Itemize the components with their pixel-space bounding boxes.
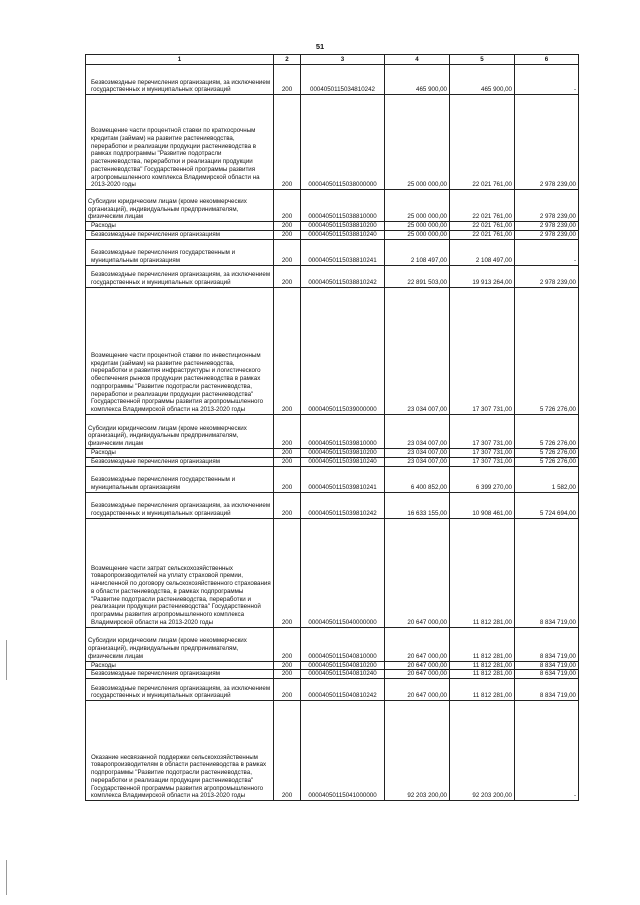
row-name: Расходы [86, 222, 274, 231]
table-row [86, 265, 579, 287]
row-code: 200 [274, 287, 301, 414]
row-executed-amount: 22 021 761,00 [450, 230, 515, 239]
row-unexecuted-amount: - [515, 65, 579, 95]
row-unexecuted-amount: 2 978 239,00 [515, 265, 579, 287]
row-code: 200 [274, 627, 301, 661]
row-name: Возмещение части процентной ставки по краткосрочным кредитам (займам) на развитие растениеводства, переработки и реализации продукции растениеводства в рамках подпрограммы "Развитие подотрасли растениеводства, переработки и реализации продукции растениеводства" Государственной программы развития агропромышленного комплекса Владимирской области на 2013-2020 годы [86, 95, 274, 190]
row-budget-amount: 2 108 497,00 [385, 239, 450, 265]
row-executed-amount: 10 908 461,00 [450, 492, 515, 518]
row-unexecuted-amount: 8 834 719,00 [515, 661, 579, 670]
row-name: Субсидии юридическим лицам (кроме некоммерческих организаций), индивидуальным предпринимателям, физическим лицам [86, 190, 274, 222]
row-target-code: 0004050115034810242 [301, 65, 385, 95]
row-code: 200 [274, 670, 301, 679]
row-target-code: 00004050115040810240 [301, 670, 385, 679]
row-budget-amount: 23 034 007,00 [385, 287, 450, 414]
row-unexecuted-amount: 2 978 239,00 [515, 230, 579, 239]
table-row [86, 466, 579, 492]
row-executed-amount: 2 108 497,00 [450, 239, 515, 265]
row-budget-amount: 92 203 200,00 [385, 701, 450, 801]
row-target-code: 00004050115040810000 [301, 627, 385, 661]
row-name: Безвозмездные перечисления организациям [86, 457, 274, 466]
row-name: Безвозмездные перечисления организациям [86, 670, 274, 679]
row-name: Возмещение части затрат сельскохозяйственных товаропроизводителей на уплату страховой премии, начисленной по договору сельскохозяйственного страхования в области растениеводства, в рамках подпрограммы "Развитие подотрасли растениеводства, переработки и реализации продукции растениеводства" Государственной программы развития агропромышленного комплекса Владимирской области на 2013-2020 годы [86, 518, 274, 627]
table-row [86, 661, 579, 670]
row-executed-amount: 19 913 264,00 [450, 265, 515, 287]
scan-mark [6, 860, 7, 895]
row-name: Возмещение части процентной ставки по инвестиционным кредитам (займам) на развитие растениеводства, переработки и развития инфраструктуры и логистического обеспечения рынков продукции растениеводства в рамках подпрограммы "Развитие подотрасли растениеводства, переработки и реализации продукции растениеводства" Государственной программы развития агропромышленного комплекса Владимирской области на 2013-2020 годы [86, 287, 274, 414]
table-row [86, 65, 579, 95]
column-header: 2 [274, 55, 301, 65]
row-code: 200 [274, 518, 301, 627]
row-code: 200 [274, 190, 301, 222]
row-code: 200 [274, 701, 301, 801]
row-budget-amount: 25 000 000,00 [385, 222, 450, 231]
row-target-code: 00004050115040810242 [301, 679, 385, 701]
row-name: Субсидии юридическим лицам (кроме некоммерческих организаций), индивидуальным предпринимателям, физическим лицам [86, 627, 274, 661]
row-unexecuted-amount: 5 724 694,00 [515, 492, 579, 518]
row-unexecuted-amount: 5 726 276,00 [515, 448, 579, 457]
table-row [86, 222, 579, 231]
table-row [86, 627, 579, 661]
row-target-code: 00004050115041000000 [301, 701, 385, 801]
row-target-code: 00004050115038000000 [301, 95, 385, 190]
row-executed-amount: 6 399 270,00 [450, 466, 515, 492]
row-executed-amount: 92 203 200,00 [450, 701, 515, 801]
row-code: 200 [274, 414, 301, 448]
column-header: 6 [515, 55, 579, 65]
table-row [86, 679, 579, 701]
row-executed-amount: 465 900,00 [450, 65, 515, 95]
column-header: 1 [86, 55, 274, 65]
row-target-code: 00004050115038810000 [301, 190, 385, 222]
row-unexecuted-amount: 8 834 719,00 [515, 627, 579, 661]
row-code: 200 [274, 679, 301, 701]
row-name: Безвозмездные перечисления организациям [86, 230, 274, 239]
row-budget-amount: 25 000 000,00 [385, 190, 450, 222]
row-budget-amount: 20 647 000,00 [385, 670, 450, 679]
column-number-row [86, 55, 579, 65]
row-executed-amount: 17 307 731,00 [450, 287, 515, 414]
row-name: Безвозмездные перечисления организациям, за исключением государственных и муниципальных организаций [86, 492, 274, 518]
row-target-code: 00004050115039810242 [301, 492, 385, 518]
row-code: 200 [274, 448, 301, 457]
table-row [86, 414, 579, 448]
row-budget-amount: 23 034 007,00 [385, 448, 450, 457]
column-header: 4 [385, 55, 450, 65]
row-unexecuted-amount: 2 978 239,00 [515, 222, 579, 231]
table-row [86, 518, 579, 627]
row-executed-amount: 11 812 281,00 [450, 627, 515, 661]
column-header: 5 [450, 55, 515, 65]
row-budget-amount: 23 034 007,00 [385, 457, 450, 466]
row-executed-amount: 22 021 761,00 [450, 190, 515, 222]
table-row [86, 190, 579, 222]
row-executed-amount: 17 307 731,00 [450, 448, 515, 457]
row-code: 200 [274, 492, 301, 518]
row-target-code: 00004050115039810240 [301, 457, 385, 466]
table-row [86, 670, 579, 679]
row-code: 200 [274, 222, 301, 231]
row-executed-amount: 11 812 281,00 [450, 679, 515, 701]
row-target-code: 00004050115039810200 [301, 448, 385, 457]
row-unexecuted-amount: 2 978 239,00 [515, 95, 579, 190]
row-executed-amount: 11 812 281,00 [450, 518, 515, 627]
row-name: Расходы [86, 661, 274, 670]
table-body [86, 65, 579, 801]
row-name: Субсидии юридическим лицам (кроме некоммерческих организаций), индивидуальным предпринимателям, физическим лицам [86, 414, 274, 448]
row-target-code: 00004050115040000000 [301, 518, 385, 627]
row-target-code: 00004050115039000000 [301, 287, 385, 414]
table-row [86, 492, 579, 518]
row-budget-amount: 25 000 000,00 [385, 95, 450, 190]
row-unexecuted-amount: - [515, 701, 579, 801]
table-row [86, 457, 579, 466]
row-code: 200 [274, 65, 301, 95]
row-target-code: 00004050115038810241 [301, 239, 385, 265]
row-budget-amount: 465 900,00 [385, 65, 450, 95]
row-code: 200 [274, 661, 301, 670]
table-row [86, 287, 579, 414]
row-name: Безвозмездные перечисления организациям, за исключением государственных и муниципальных организаций [86, 65, 274, 95]
row-name: Безвозмездные перечисления государственным и муниципальным организациям [86, 239, 274, 265]
row-code: 200 [274, 230, 301, 239]
row-code: 200 [274, 95, 301, 190]
row-target-code: 00004050115038810240 [301, 230, 385, 239]
table-row [86, 701, 579, 801]
row-executed-amount: 11 812 281,00 [450, 661, 515, 670]
row-code: 200 [274, 466, 301, 492]
row-budget-amount: 22 891 503,00 [385, 265, 450, 287]
row-executed-amount: 22 021 761,00 [450, 95, 515, 190]
row-budget-amount: 23 034 007,00 [385, 414, 450, 448]
row-code: 200 [274, 265, 301, 287]
row-unexecuted-amount: 8 834 719,00 [515, 679, 579, 701]
row-budget-amount: 20 647 000,00 [385, 518, 450, 627]
row-budget-amount: 6 400 852,00 [385, 466, 450, 492]
row-code: 200 [274, 239, 301, 265]
row-executed-amount: 11 812 281,00 [450, 670, 515, 679]
row-unexecuted-amount: - [515, 239, 579, 265]
row-code: 200 [274, 457, 301, 466]
budget-execution-table [85, 54, 579, 801]
row-target-code: 00004050115038810200 [301, 222, 385, 231]
row-target-code: 00004050115039810000 [301, 414, 385, 448]
row-unexecuted-amount: 5 726 276,00 [515, 414, 579, 448]
row-target-code: 00004050115039810241 [301, 466, 385, 492]
row-budget-amount: 20 647 000,00 [385, 661, 450, 670]
column-header: 3 [301, 55, 385, 65]
table-header [86, 55, 579, 65]
row-name: Оказание несвязанной поддержки сельскохозяйственным товаропроизводителям в области растениеводства в рамках подпрограммы "Развитие подотрасли растениеводства, переработки и реализации продукции растениеводства" Государственной программы развития агропромышленного комплекса Владимирской области на 2013-2020 годы [86, 701, 274, 801]
table-row [86, 448, 579, 457]
table-row [86, 230, 579, 239]
row-budget-amount: 16 633 155,00 [385, 492, 450, 518]
row-unexecuted-amount: 8 634 719,00 [515, 670, 579, 679]
row-target-code: 00004050115038810242 [301, 265, 385, 287]
row-name: Безвозмездные перечисления организациям, за исключением государственных и муниципальных организаций [86, 679, 274, 701]
row-name: Безвозмездные перечисления организациям, за исключением государственных и муниципальных организаций [86, 265, 274, 287]
row-unexecuted-amount: 8 834 719,00 [515, 518, 579, 627]
table-row [86, 95, 579, 190]
table-row [86, 239, 579, 265]
row-unexecuted-amount: 5 726 276,00 [515, 287, 579, 414]
row-executed-amount: 22 021 761,00 [450, 222, 515, 231]
row-unexecuted-amount: 5 726 276,00 [515, 457, 579, 466]
scan-mark [6, 640, 7, 680]
row-name: Безвозмездные перечисления государственным и муниципальным организациям [86, 466, 274, 492]
row-executed-amount: 17 307 731,00 [450, 457, 515, 466]
row-executed-amount: 17 307 731,00 [450, 414, 515, 448]
page-number: 51 [315, 42, 325, 51]
row-budget-amount: 25 000 000,00 [385, 230, 450, 239]
row-budget-amount: 20 647 000,00 [385, 679, 450, 701]
row-unexecuted-amount: 1 582,00 [515, 466, 579, 492]
row-unexecuted-amount: 2 978 239,00 [515, 190, 579, 222]
row-name: Расходы [86, 448, 274, 457]
row-budget-amount: 20 647 000,00 [385, 627, 450, 661]
row-target-code: 00004050115040810200 [301, 661, 385, 670]
